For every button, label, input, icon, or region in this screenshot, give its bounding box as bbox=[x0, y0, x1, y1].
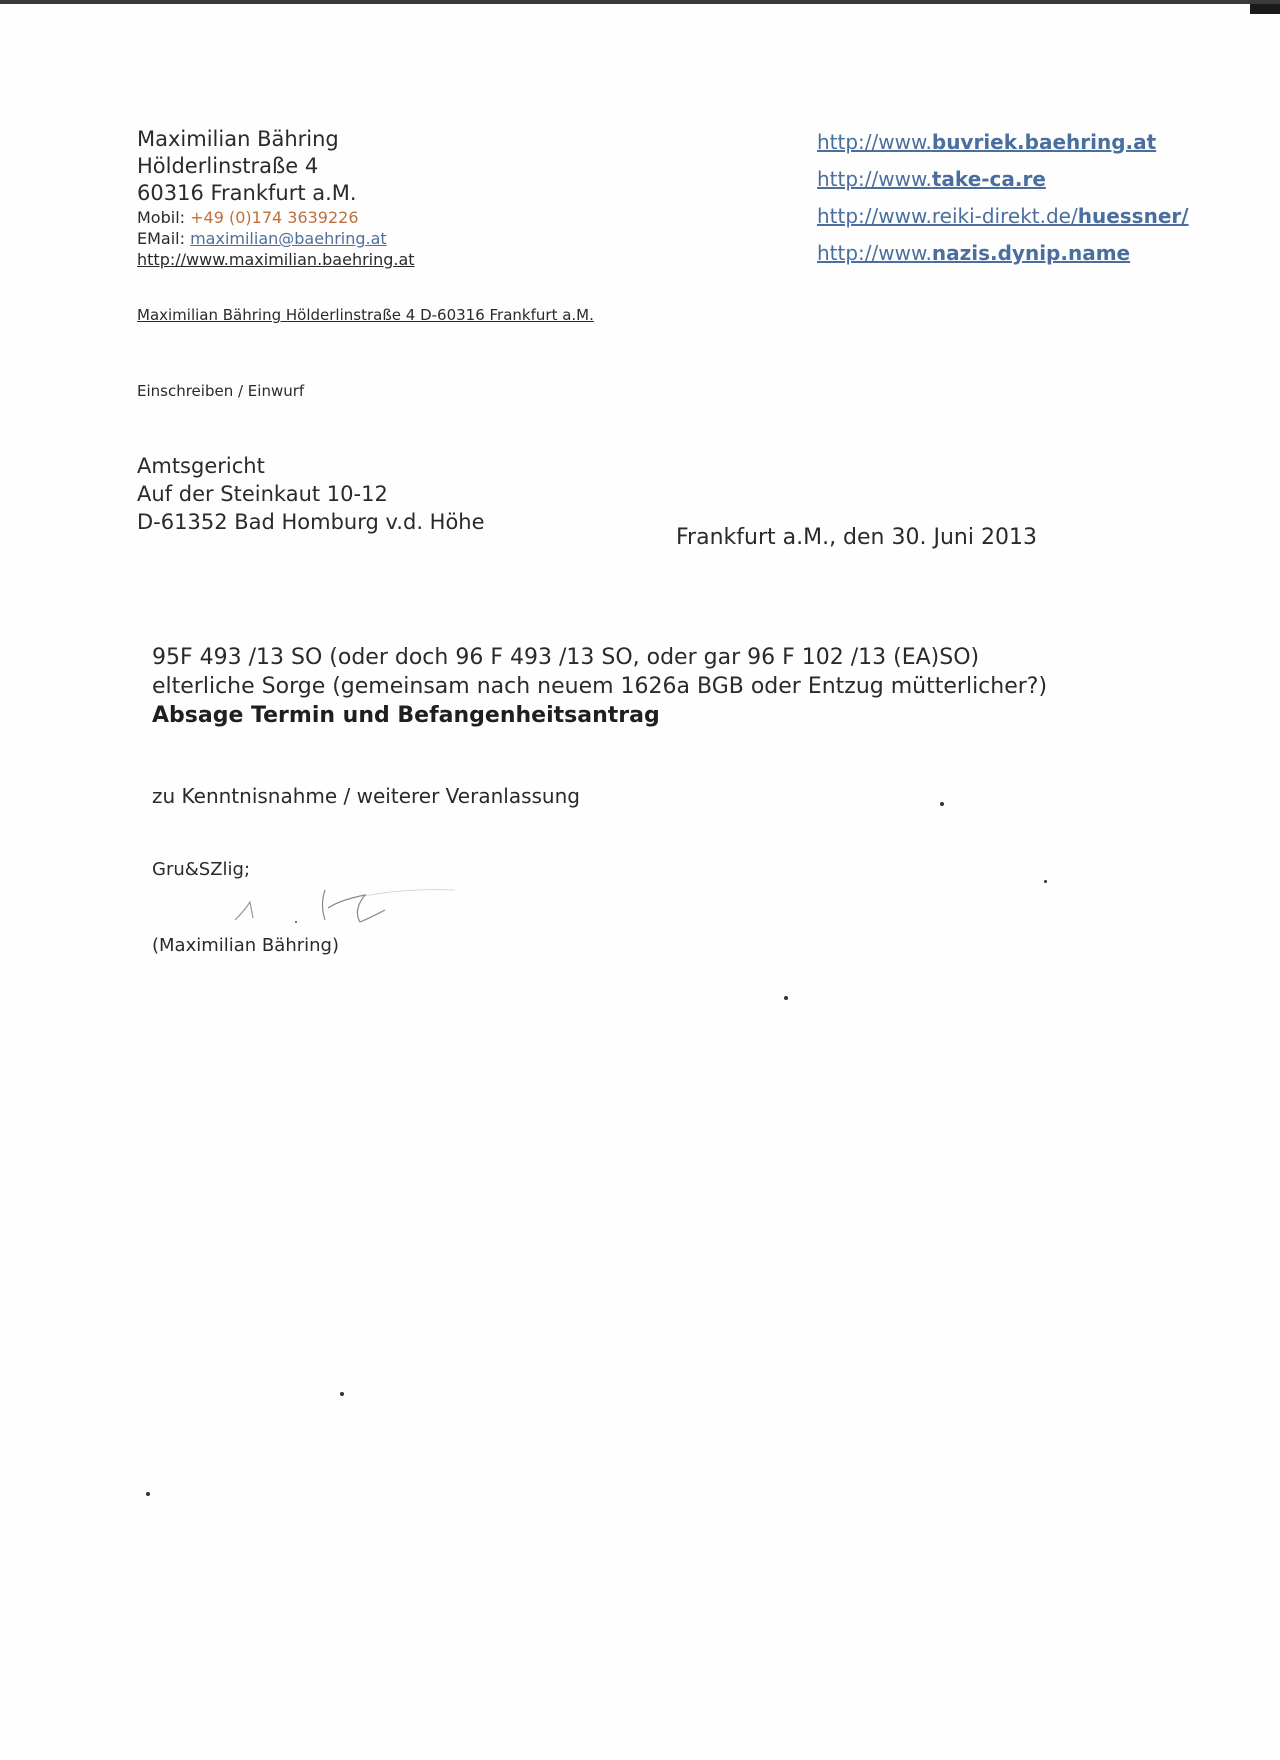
subject-block bbox=[152, 643, 1047, 730]
sender-address-block bbox=[137, 126, 415, 270]
recipient-address-block bbox=[137, 452, 485, 536]
subject-line-3: Absage Termin und Befangenheitsantrag bbox=[152, 703, 660, 728]
link-buvriek[interactable]: http://www.buvriek.baehring.at bbox=[817, 130, 1157, 154]
recipient-line-2: Auf der Steinkaut 10-12 bbox=[137, 482, 388, 506]
sender-city: 60316 Frankfurt a.M. bbox=[137, 181, 357, 205]
subject-line-2: elterliche Sorge (gemeinsam nach neuem 1626a BGB oder Entzug mütterlicher?) bbox=[152, 674, 1048, 699]
date-line: Frankfurt a.M., den 30. Juni 2013 bbox=[676, 525, 1037, 550]
sender-street: Hölderlinstraße 4 bbox=[137, 154, 319, 178]
sender-name: Maximilian Bähring bbox=[137, 127, 339, 151]
email-link[interactable]: maximilian@baehring.at bbox=[190, 229, 387, 248]
handwritten-signature bbox=[225, 880, 465, 940]
sender-website-link[interactable]: http://www.maximilian.baehring.at bbox=[137, 250, 415, 269]
scan-corner-mark bbox=[1250, 4, 1280, 14]
scan-top-edge bbox=[0, 0, 1280, 4]
scan-speck bbox=[340, 1392, 344, 1396]
signature-name: (Maximilian Bähring) bbox=[152, 935, 339, 956]
recipient-line-1: Amtsgericht bbox=[137, 454, 265, 478]
mobile-label: Mobil: bbox=[137, 208, 186, 227]
scan-speck bbox=[1044, 880, 1047, 883]
mail-type: Einschreiben / Einwurf bbox=[137, 382, 305, 400]
subject-line-1: 95F 493 /13 SO (oder doch 96 F 493 /13 SO, oder gar 96 F 102 /13 (EA)SO) bbox=[152, 645, 980, 670]
return-address-line: Maximilian Bähring Hölderlinstraße 4 D-60316 Frankfurt a.M. bbox=[137, 306, 594, 324]
closing-greeting: Gru&SZlig; bbox=[152, 859, 251, 880]
sender-email bbox=[137, 228, 415, 249]
scan-speck bbox=[940, 802, 944, 806]
email-label: EMail: bbox=[137, 229, 185, 248]
mobile-number: +49 (0)174 3639226 bbox=[190, 208, 359, 227]
body-text: zu Kenntnisnahme / weiterer Veranlassung bbox=[152, 784, 580, 808]
link-reiki-direkt[interactable]: http://www.reiki-direkt.de/huessner/ bbox=[817, 204, 1189, 228]
link-take-care[interactable]: http://www.take-ca.re bbox=[817, 167, 1046, 191]
link-nazis-dynip[interactable]: http://www.nazis.dynip.name bbox=[817, 241, 1131, 265]
website-links bbox=[817, 128, 1189, 276]
scan-speck bbox=[146, 1492, 150, 1496]
sender-mobile bbox=[137, 207, 415, 228]
scan-speck bbox=[784, 996, 788, 1000]
recipient-line-3: D-61352 Bad Homburg v.d. Höhe bbox=[137, 510, 485, 534]
